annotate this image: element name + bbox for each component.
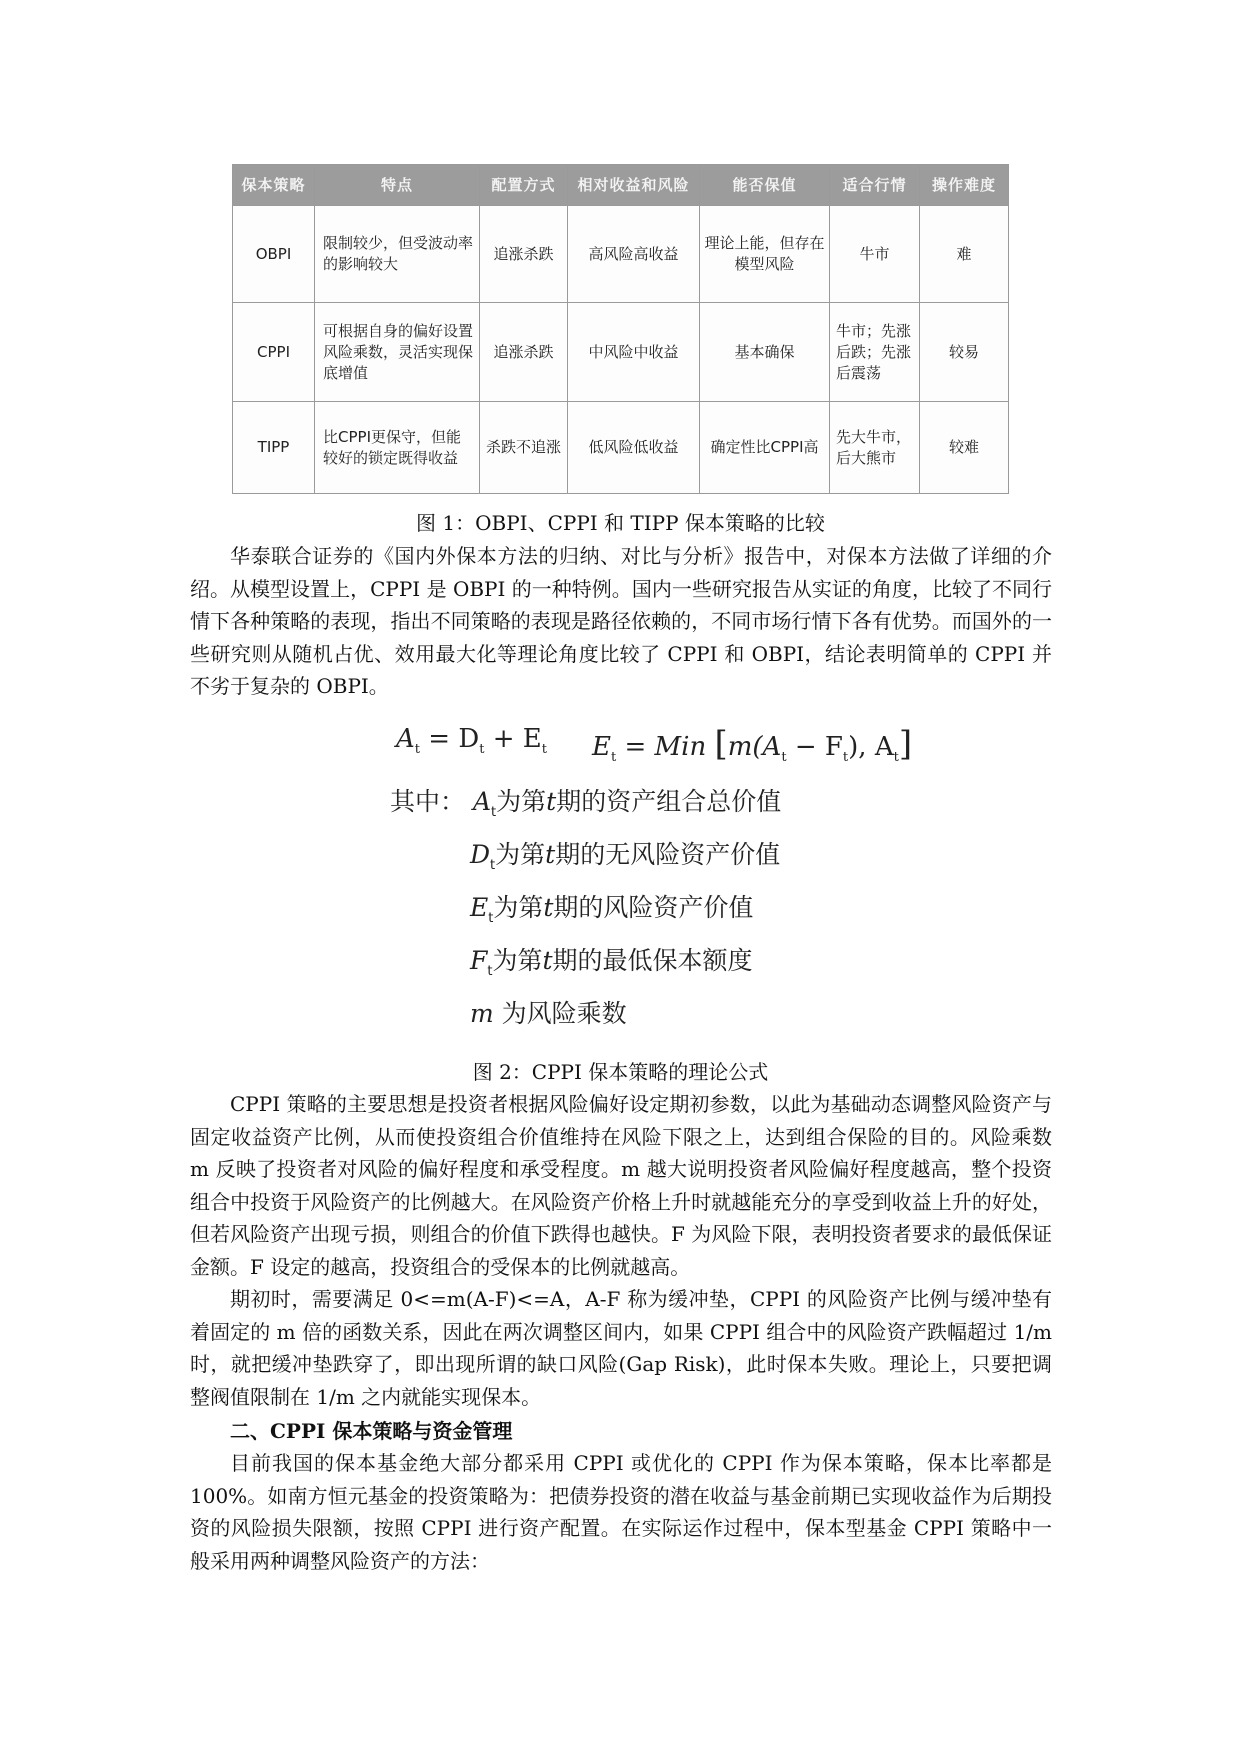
table-cell: 较易 <box>920 303 1009 402</box>
table-row <box>233 206 1009 303</box>
table-cell: 追涨杀跌 <box>480 206 568 303</box>
table-header-row <box>233 165 1009 206</box>
table-cell: TIPP <box>233 402 315 494</box>
formula-E-line: $E_t$为第t期的风险资产价值 <box>470 893 754 926</box>
formula-F-line: $F_t$为第t期的最低保本额度 <box>470 946 753 979</box>
table-cell: 追涨杀跌 <box>480 303 568 402</box>
paragraph-2: CPPI 策略的主要思想是投资者根据风险偏好设定期初参数，以此为基础动态调整风险资产与固定收益资产比例，从而使投资组合价值维持在风险下限之上，达到组合保险的目的。风险乘数 m 反映了投资者对风险的偏好程度和承受程度。m 越大说明投资者风险偏好程度越高，整个投资组合中投资于风险资产的比例越大。在风险资产价格上升时就越能充分的享受到收益上升的好处，但若风险资产出现亏损，则组合的价值下跌得也越快。F 为风险下限，表明投资者要求的最低保证金额。F 设定的越高，投资组合的受保本的比例就越高。 <box>190 1092 1052 1279</box>
cppi-formula-figure <box>380 720 913 1050</box>
table-cell: 低风险低收益 <box>568 402 700 494</box>
figure2-caption: 图 2：CPPI 保本策略的理论公式 <box>472 1060 769 1084</box>
header-cell: 适合行情 <box>830 165 920 206</box>
header-cell: 相对收益和风险 <box>568 165 700 206</box>
table-row <box>233 402 1009 494</box>
table-cell: OBPI <box>233 206 315 303</box>
formula-where-line: 其中： $A_t$为第t期的资产组合总价值 <box>390 787 782 820</box>
table-cell: 高风险高收益 <box>568 206 700 303</box>
table-cell: 限制较少，但受波动率的影响较大 <box>315 206 480 303</box>
strategy-comparison-table <box>232 164 1009 494</box>
formula-m-line: m 为风险乘数 <box>470 999 627 1028</box>
paragraph-1: 华泰联合证券的《国内外保本方法的归纳、对比与分析》报告中，对保本方法做了详细的介绍。从模型设置上，CPPI 是 OBPI 的一种特例。国内一些研究报告从实证的角度，比较了不同行情下各种策略的表现，指出不同策略的表现是路径依赖的，不同市场行情下各有优势。而国外的一些研究则从随机占优、效用最大化等理论角度比较了 CPPI 和 OBPI，结论表明简单的 CPPI 并不劣于复杂的 OBPI。 <box>190 544 1052 698</box>
formula-equation-1: $A_t = D_t + E_t$ <box>396 724 547 758</box>
table-cell: 基本确保 <box>700 303 830 402</box>
header-cell: 配置方式 <box>480 165 568 206</box>
table-cell: 确定性比CPPI高 <box>700 402 830 494</box>
table-cell: 牛市；先涨后跌；先涨后震荡 <box>830 303 920 402</box>
header-cell: 操作难度 <box>920 165 1009 206</box>
table-cell: 较难 <box>920 402 1009 494</box>
header-cell: 特点 <box>315 165 480 206</box>
table-cell: 可根据自身的偏好设置风险乘数，灵活实现保底增值 <box>315 303 480 402</box>
figure1-caption: 图 1：OBPI、CPPI 和 TIPP 保本策略的比较 <box>416 511 825 535</box>
paragraph-4: 目前我国的保本基金绝大部分都采用 CPPI 或优化的 CPPI 作为保本策略，保本比率都是 100%。如南方恒元基金的投资策略为：把债券投资的潜在收益与基金前期已实现收益作为后期投资的风险损失限额，按照 CPPI 进行资产配置。在实际运作过程中，保本型基金 CPPI 策略中一般采用两种调整风险资产的方法： <box>190 1451 1052 1573</box>
table-cell: 难 <box>920 206 1009 303</box>
table-cell: 杀跌不追涨 <box>480 402 568 494</box>
table-cell: CPPI <box>233 303 315 402</box>
formula-equation-2: $E_t$ = Min [$m(A_t - F_t)$, $A_t$] <box>592 724 913 766</box>
section-heading: 二、CPPI 保本策略与资金管理 <box>230 1419 513 1443</box>
table-cell: 中风险中收益 <box>568 303 700 402</box>
paragraph-3: 期初时，需要满足 0<=m(A-F)<=A，A-F 称为缓冲垫，CPPI 的风险资产比例与缓冲垫有着固定的 m 倍的函数关系，因此在两次调整区间内，如果 CPPI 组合中的风险资产跌幅超过 1/m 时，就把缓冲垫跌穿了，即出现所谓的缺口风险(Gap Risk)，此时保本失败。理论上，只要把调整阀值限制在 1/m 之内就能实现保本。 <box>190 1287 1052 1409</box>
table-cell: 先大牛市，后大熊市 <box>830 402 920 494</box>
table-cell: 牛市 <box>830 206 920 303</box>
header-cell: 保本策略 <box>233 165 315 206</box>
formula-D-line: $D_t$为第t期的无风险资产价值 <box>470 840 781 873</box>
table-row <box>233 303 1009 402</box>
header-cell: 能否保值 <box>700 165 830 206</box>
table-cell: 理论上能，但存在模型风险 <box>700 206 830 303</box>
table-cell: 比CPPI更保守，但能较好的锁定既得收益 <box>315 402 480 494</box>
